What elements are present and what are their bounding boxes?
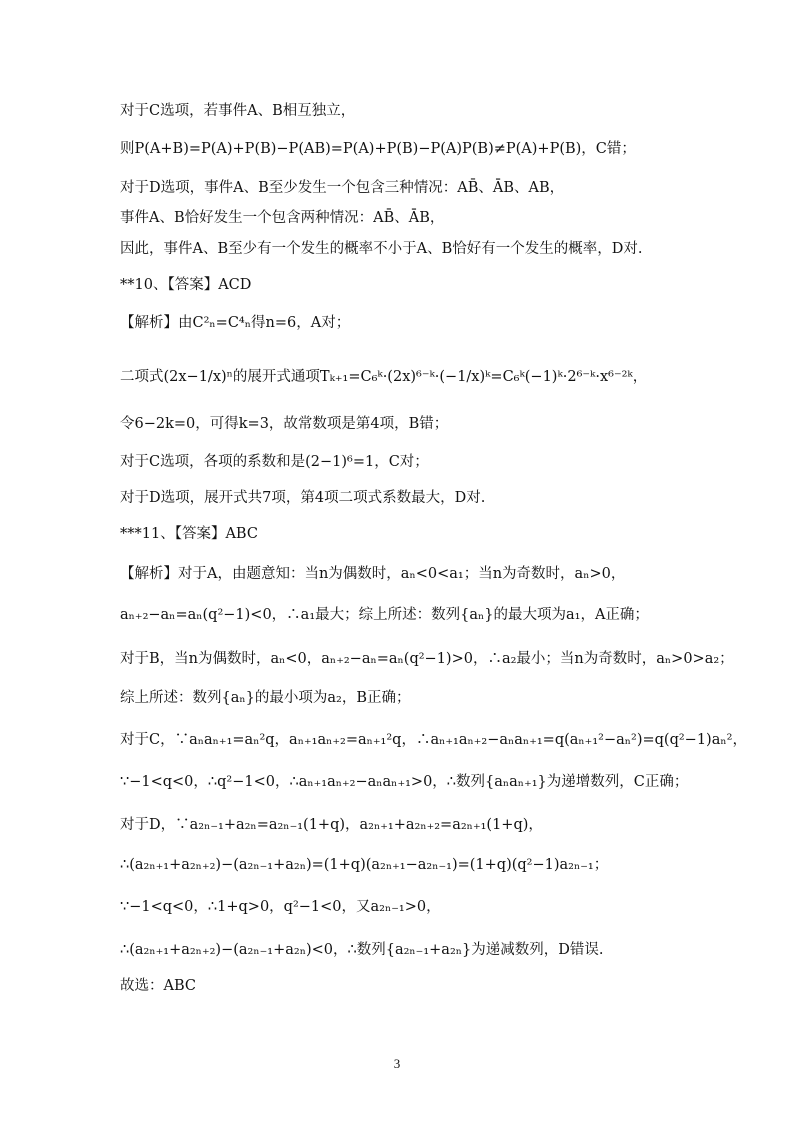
- answer-heading-11: ***11、【答案】ABC: [120, 526, 258, 542]
- text-line-8: 二项式(2x−1/x)ⁿ的展开式通项Tₖ₊₁=C₆ᵏ·(2x)⁶⁻ᵏ·(−1/x)ᵏ=C₆ᵏ(−1)ᵏ·2⁶⁻ᵏ·x⁶⁻²ᵏ，: [120, 369, 648, 385]
- text-line-10: 对于C选项，各项的系数和是(2−1)⁶=1，C对；: [120, 454, 429, 470]
- answer-heading-10: **10、【答案】ACD: [120, 277, 252, 293]
- page-number: 3: [393, 1056, 401, 1071]
- text-line-16: 综上所述：数列{aₙ}的最小项为a₂，B正确；: [120, 690, 411, 706]
- text-line-14: aₙ₊₂−aₙ=aₙ(q²−1)<0，∴a₁最大；综上所述：数列{aₙ}的最大项为a₁，A正确；: [120, 607, 649, 623]
- text-line-13: 【解析】对于A，由题意知：当n为偶数时，aₙ<0<a₁；当n为奇数时，aₙ>0，: [120, 566, 626, 582]
- text-line-21: ∵−1<q<0，∴1+q>0，q²−1<0，又a₂ₙ₋₁>0，: [120, 899, 441, 915]
- text-line-9: 令6−2k=0，可得k=3，故常数项是第4项，B错；: [120, 416, 449, 432]
- text-line-11: 对于D选项，展开式共7项，第4项二项式系数最大，D对.: [120, 490, 486, 506]
- text-line-5: 因此，事件A、B至少有一个发生的概率不小于A、B恰好有一个发生的概率，D对.: [120, 241, 643, 257]
- text-line-20: ∴(a₂ₙ₊₁+a₂ₙ₊₂)−(a₂ₙ₋₁+a₂ₙ)=(1+q)(a₂ₙ₊₁−a₂ₙ₋₁)=(1+q)(q²−1)a₂ₙ₋₁；: [120, 857, 609, 873]
- text-line-1: 对于C选项，若事件A、B相互独立，: [120, 103, 356, 119]
- text-line-4: 事件A、B恰好发生一个包含两种情况：AB̄、ĀB，: [120, 210, 445, 226]
- text-line-7: 【解析】由C²ₙ=C⁴ₙ得n=6，A对；: [120, 315, 351, 331]
- conclusion-line: 故选：ABC: [120, 978, 196, 994]
- text-line-22: ∴(a₂ₙ₊₁+a₂ₙ₊₂)−(a₂ₙ₋₁+a₂ₙ)<0，∴数列{a₂ₙ₋₁+a₂ₙ}为递减数列，D错误.: [120, 942, 604, 958]
- text-line-18: ∵−1<q<0，∴q²−1<0，∴aₙ₊₁aₙ₊₂−aₙaₙ₊₁>0，∴数列{aₙaₙ₊₁}为递增数列，C正确；: [120, 774, 689, 790]
- text-line-19: 对于D，∵a₂ₙ₋₁+a₂ₙ=a₂ₙ₋₁(1+q)，a₂ₙ₊₁+a₂ₙ₊₂=a₂ₙ₊₁(1+q)，: [120, 817, 543, 833]
- text-line-3: 对于D选项，事件A、B至少发生一个包含三种情况：AB̄、ĀB、AB，: [120, 180, 565, 196]
- text-line-17: 对于C，∵aₙaₙ₊₁=aₙ²q，aₙ₊₁aₙ₊₂=aₙ₊₁²q，∴aₙ₊₁aₙ₊₂−aₙaₙ₊₁=q(aₙ₊₁²−aₙ²)=q(q²−1)aₙ²，: [120, 732, 747, 748]
- text-line-15: 对于B，当n为偶数时，aₙ<0，aₙ₊₂−aₙ=aₙ(q²−1)>0，∴a₂最小；当n为奇数时，aₙ>0>a₂；: [120, 651, 734, 667]
- text-line-2: 则P(A+B)=P(A)+P(B)−P(AB)=P(A)+P(B)−P(A)P(B)≠P(A)+P(B)，C错；: [120, 141, 636, 157]
